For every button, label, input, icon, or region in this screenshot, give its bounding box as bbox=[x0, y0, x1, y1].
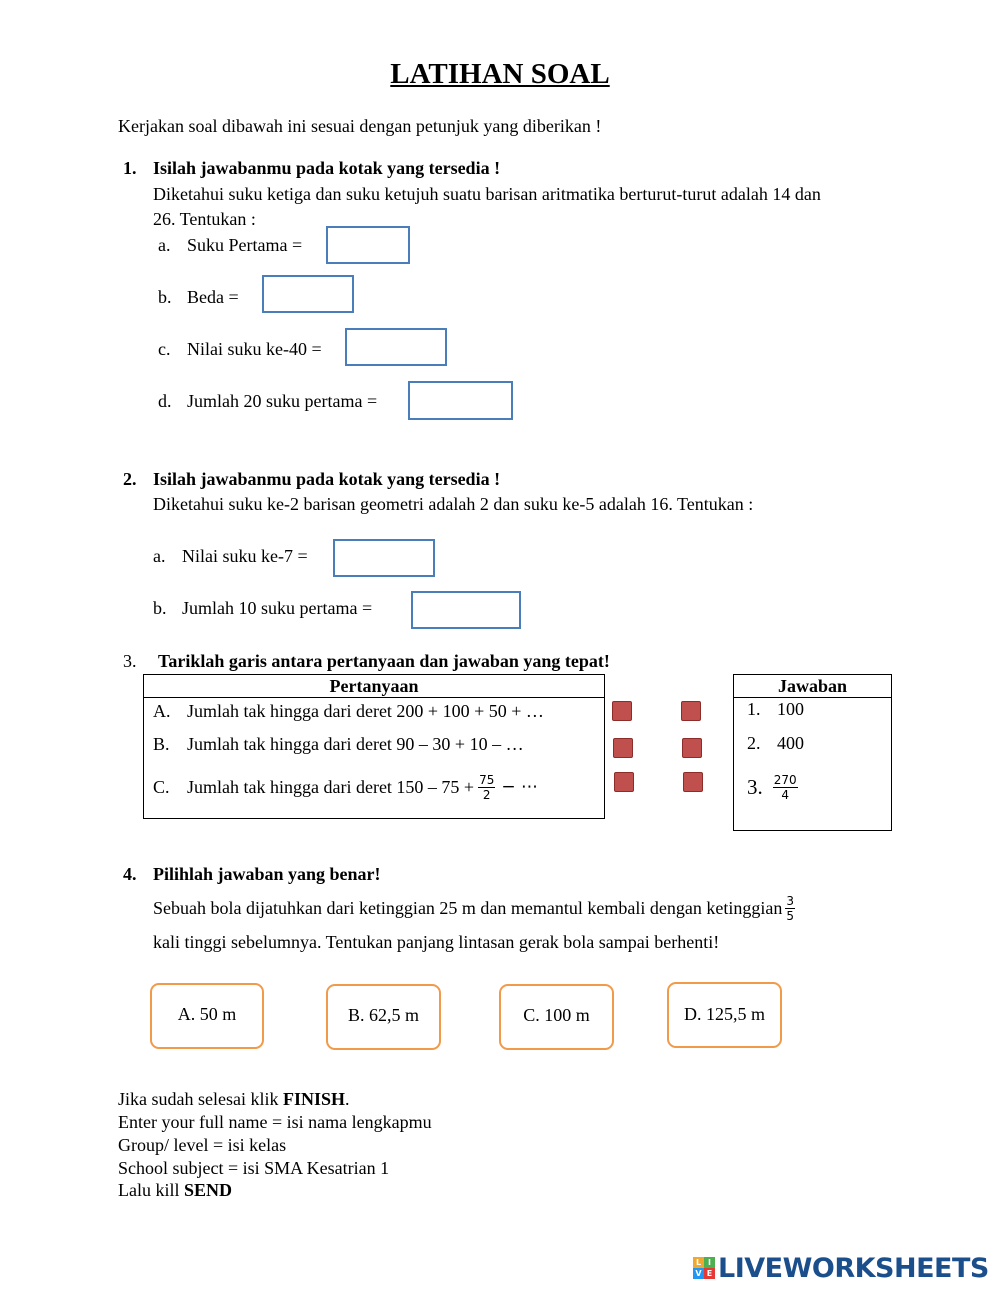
q4-text-line2: kali tinggi sebelumnya. Tentukan panjang lintasan gerak bola sampai berhenti! bbox=[153, 932, 720, 952]
logo-mark-l: L bbox=[693, 1257, 704, 1268]
q2-number: 2. bbox=[123, 469, 137, 489]
q1c-label: Nilai suku ke-40 = bbox=[187, 339, 322, 359]
question-c-fraction bbox=[478, 773, 495, 802]
answer-1-value: 100 bbox=[777, 699, 804, 719]
answer-2-dot[interactable] bbox=[682, 738, 702, 758]
footer-line5-pre: Lalu kill bbox=[118, 1180, 184, 1200]
q4-heading: Pilihlah jawaban yang benar! bbox=[153, 864, 381, 884]
question-b-dot[interactable] bbox=[613, 738, 633, 758]
questions-header: Pertanyaan bbox=[144, 675, 604, 698]
footer-line2: Enter your full name = isi nama lengkapmu bbox=[118, 1112, 432, 1132]
answer-1-dot[interactable] bbox=[681, 701, 701, 721]
option-d-label: D. 125,5 m bbox=[684, 1004, 765, 1024]
answer-3-number: 3. bbox=[747, 774, 763, 799]
answer-2-value: 400 bbox=[777, 733, 804, 753]
question-c-letter: C. bbox=[153, 777, 170, 797]
option-c-button[interactable] bbox=[499, 984, 614, 1050]
q3-heading: Tariklah garis antara pertanyaan dan jawaban yang tepat! bbox=[158, 651, 610, 671]
q1-heading: Isilah jawabanmu pada kotak yang tersedia ! bbox=[153, 158, 501, 178]
answer-3-frac-den: 4 bbox=[781, 787, 790, 802]
q1-text-line2: 26. Tentukan : bbox=[153, 209, 256, 229]
question-c-text: Jumlah tak hingga dari deret 150 – 75 + bbox=[187, 776, 475, 797]
q2-heading: Isilah jawabanmu pada kotak yang tersedia ! bbox=[153, 469, 501, 489]
footer-line1 bbox=[118, 1089, 350, 1110]
q1d-label: Jumlah 20 suku pertama = bbox=[187, 391, 378, 411]
q1c-answer-box[interactable] bbox=[345, 328, 447, 366]
answer-1-number: 1. bbox=[747, 699, 761, 719]
answers-header: Jawaban bbox=[734, 675, 891, 698]
q2b-letter: b. bbox=[153, 598, 167, 618]
logo-text: LIVEWORKSHEETS bbox=[718, 1252, 989, 1284]
logo-mark-icon bbox=[693, 1257, 715, 1279]
answer-3-frac-num: 270 bbox=[773, 772, 797, 787]
footer-line3: Group/ level = isi kelas bbox=[118, 1135, 287, 1155]
q1d-answer-box[interactable] bbox=[408, 381, 513, 420]
q2b-label: Jumlah 10 suku pertama = bbox=[182, 598, 373, 618]
q1-text-line1: Diketahui suku ketiga dan suku ketujuh suatu barisan aritmatika berturut-turut adalah 14 dan bbox=[153, 184, 821, 204]
q2a-answer-box[interactable] bbox=[333, 539, 435, 577]
option-a-button[interactable] bbox=[150, 983, 264, 1049]
option-b-button[interactable] bbox=[326, 984, 441, 1050]
option-c-label: C. 100 m bbox=[523, 1005, 590, 1025]
q4-number: 4. bbox=[123, 864, 137, 884]
logo-mark-v: V bbox=[693, 1268, 704, 1279]
finish-keyword: FINISH bbox=[282, 1089, 345, 1109]
q1b-label: Beda = bbox=[187, 287, 239, 307]
footer-line1-pre: Jika sudah selesai klik bbox=[118, 1089, 283, 1109]
question-a-dot[interactable] bbox=[612, 701, 632, 721]
send-keyword: SEND bbox=[184, 1180, 233, 1200]
option-b-label: B. 62,5 m bbox=[347, 1005, 419, 1025]
q1d-letter: d. bbox=[158, 391, 172, 411]
q4-text-line1-row bbox=[153, 886, 795, 930]
option-d-button[interactable] bbox=[667, 982, 782, 1048]
q2a-label: Nilai suku ke-7 = bbox=[182, 546, 308, 566]
q1b-letter: b. bbox=[158, 287, 172, 307]
option-a-label: A. 50 m bbox=[177, 1004, 237, 1024]
answer-3-row bbox=[747, 764, 798, 810]
question-c-frac-num: 75 bbox=[479, 772, 495, 787]
q2b-answer-box[interactable] bbox=[411, 591, 521, 629]
q4-frac-den: 5 bbox=[786, 908, 794, 923]
q2a-letter: a. bbox=[153, 546, 166, 566]
question-c-row bbox=[187, 764, 538, 810]
footer-line5 bbox=[118, 1180, 232, 1201]
q2-text: Diketahui suku ke-2 barisan geometri adalah 2 dan suku ke-5 adalah 16. Tentukan : bbox=[153, 494, 754, 514]
q1c-letter: c. bbox=[158, 339, 171, 359]
q1b-answer-box[interactable] bbox=[262, 275, 354, 313]
question-c-tail: − ⋯ bbox=[501, 777, 539, 797]
q1a-label: Suku Pertama = bbox=[187, 235, 303, 255]
question-c-frac-den: 2 bbox=[482, 787, 491, 802]
answer-3-dot[interactable] bbox=[683, 772, 703, 792]
question-a-text: Jumlah tak hingga dari deret 200 + 100 + 50 + … bbox=[187, 701, 544, 721]
q1a-letter: a. bbox=[158, 235, 171, 255]
question-c-dot[interactable] bbox=[614, 772, 634, 792]
logo-mark-i: I bbox=[704, 1257, 715, 1268]
question-b-text: Jumlah tak hingga dari deret 90 – 30 + 10 – … bbox=[187, 734, 524, 754]
question-b-letter: B. bbox=[153, 734, 170, 754]
q3-number: 3. bbox=[123, 651, 137, 671]
answer-2-number: 2. bbox=[747, 733, 761, 753]
q1a-answer-box[interactable] bbox=[326, 226, 410, 264]
footer-line1-post: . bbox=[345, 1089, 350, 1109]
footer-line4: School subject = isi SMA Kesatrian 1 bbox=[118, 1158, 390, 1178]
logo-mark-e: E bbox=[704, 1268, 715, 1279]
question-a-letter: A. bbox=[153, 701, 171, 721]
page-title: LATIHAN SOAL bbox=[390, 58, 610, 90]
answer-3-fraction bbox=[773, 773, 798, 802]
q1-number: 1. bbox=[123, 158, 137, 178]
liveworksheets-logo bbox=[693, 1253, 989, 1283]
instruction-text: Kerjakan soal dibawah ini sesuai dengan petunjuk yang diberikan ! bbox=[118, 116, 602, 136]
q4-frac-num: 3 bbox=[786, 893, 794, 908]
q4-fraction bbox=[785, 894, 795, 923]
q4-text-line1: Sebuah bola dijatuhkan dari ketinggian 25 m dan memantul kembali dengan ketinggian bbox=[153, 897, 783, 918]
